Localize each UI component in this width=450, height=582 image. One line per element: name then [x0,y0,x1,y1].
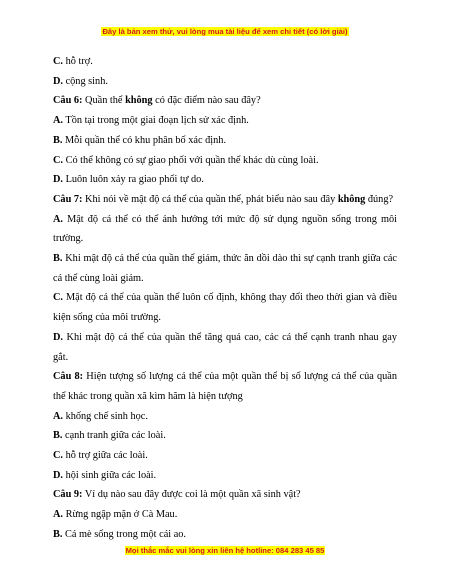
answer-option: D. Khi mật độ cá thể của quần thể tăng quá cao, các cá thể cạnh tranh nhau gay gắt. [53,331,397,363]
answer-option: B. Cá mè sống trong một cái ao. [53,528,186,540]
answer-option: C. Có thể không có sự giao phối với quần thể khác dù cùng loài. [53,154,319,166]
answer-option: D. cộng sinh. [53,75,108,87]
answer-option: C. hỗ trợ giữa các loài. [53,450,148,462]
answer-option: D. hội sinh giữa các loài. [53,469,157,481]
answer-option: A. Mật độ cá thể có thể ảnh hưởng tới mức độ sử dụng nguồn sống trong môi trường. [53,213,397,245]
preview-notice-text: Đây là bản xem thử, vui lòng mua tài liệu để xem chi tiết (có lời giải) [102,27,348,36]
answer-option: A. Rừng ngập mặn ở Cà Mau. [53,509,178,521]
question-content [53,52,397,545]
answer-option: A. Tồn tại trong một giai đoạn lịch sử xác định. [53,115,249,127]
answer-option: B. Mỗi quần thể có khu phân bố xác định. [53,134,227,146]
answer-option: C. Mật độ cá thể của quần thể luôn cố định, không thay đổi theo thời gian và điều kiện sống của môi trường. [53,292,397,324]
question-stem: Câu 6: Quần thể không có đặc điểm nào sau đây? [53,95,261,107]
answer-option: D. Luôn luôn xảy ra giao phối tự do. [53,174,204,186]
hotline-text: Mọi thắc mắc vui lòng xin liên hệ hotline: 084 283 45 85 [125,546,325,555]
hotline-footer-banner [0,546,450,555]
preview-notice-banner [0,27,450,36]
question-stem: Câu 7: Khi nói về mật độ cá thể của quần thể, phát biểu nào sau đây không đúng? [53,193,394,205]
question-stem: Câu 8: Hiện tượng số lượng cá thể của một quần thể bị số lượng cá thể của quần thể khác trong quần xã kìm hãm là hiện tượng [53,371,397,402]
answer-option: B. cạnh tranh giữa các loài. [53,430,166,442]
question-stem: Câu 9: Ví dụ nào sau đây được coi là một quần xã sinh vật? [53,489,301,501]
answer-option: C. hỗ trợ. [53,56,93,67]
answer-option: A. khống chế sinh học. [53,410,148,422]
answer-option: B. Khi mật độ cá thể của quần thể giảm, thức ăn dồi dào thì sự cạnh tranh giữa các cá thể cùng loài giảm. [53,253,397,284]
